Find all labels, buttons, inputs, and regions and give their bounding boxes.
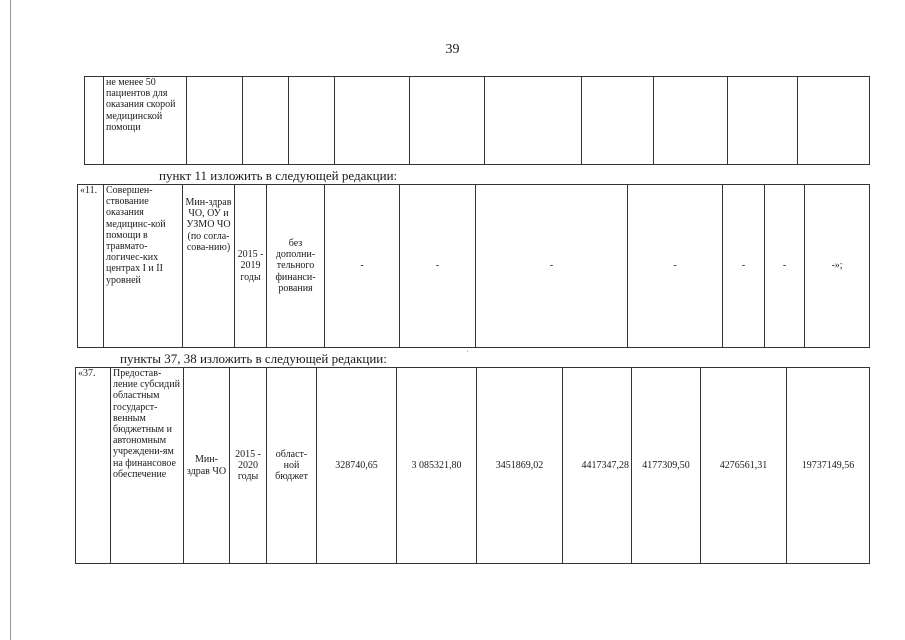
cell-value: -»; xyxy=(805,185,870,348)
cell-value: - xyxy=(628,185,723,348)
table-item-11 xyxy=(77,184,870,348)
cell-period: 2015 - 2020 годы xyxy=(230,368,267,564)
cell-num: «37. xyxy=(76,368,111,564)
cell-value: - xyxy=(325,185,400,348)
cell-value xyxy=(654,77,728,165)
cell-period xyxy=(243,77,289,165)
table-item-37 xyxy=(75,367,870,564)
scan-mark: ' xyxy=(467,349,469,358)
cell-executor: Мин-здрав ЧО xyxy=(184,368,230,564)
table-row xyxy=(85,77,870,165)
cell-num xyxy=(85,77,104,165)
cell-value: - xyxy=(476,185,628,348)
cell-value xyxy=(582,77,654,165)
cell-value: - xyxy=(723,185,765,348)
cell-activity-name: Совершен-ствование оказания медицинс-кой помощи в травмато-логичес-ких центрах I и II уровней xyxy=(104,185,183,348)
cell-value: 328740,65 xyxy=(317,368,397,564)
cell-value: 19737149,56 xyxy=(787,368,870,564)
cell-activity-name: не менее 50 пациентов для оказания скорой медицинской помощи xyxy=(104,77,187,165)
cell-value xyxy=(335,77,410,165)
cell-value: - xyxy=(765,185,805,348)
cell-value: 4417347,28 xyxy=(563,368,632,564)
cell-num: «11. xyxy=(78,185,104,348)
cell-executor: Мин-здрав ЧО, ОУ и УЗМО ЧО (по согла-сова-нию) xyxy=(183,185,235,348)
cell-activity-name: Предостав-ление субсидий областным государст-венным бюджетным и автономным учреждени-ям на финансовое обеспечение xyxy=(111,368,184,564)
cell-executor xyxy=(187,77,243,165)
cell-value: - xyxy=(400,185,476,348)
page-margin-rule xyxy=(10,0,11,640)
table-row xyxy=(78,185,870,348)
cell-value xyxy=(728,77,798,165)
cell-value: 3 085321,80 xyxy=(397,368,477,564)
cell-value: 4177309,50 xyxy=(632,368,701,564)
cell-value: 3451869,02 xyxy=(477,368,563,564)
page-number: 39 xyxy=(445,42,460,57)
cell-value xyxy=(410,77,485,165)
cell-source: област-ной бюджет xyxy=(267,368,317,564)
cell-value: 4276561,31 xyxy=(701,368,787,564)
cell-value xyxy=(798,77,870,165)
table-continuation xyxy=(84,76,870,165)
cell-value xyxy=(485,77,582,165)
table-row xyxy=(76,368,870,564)
cell-source: без дополни-тельного финанси-рования xyxy=(267,185,325,348)
amendment-instruction-11: пункт 11 изложить в следующей редакции: xyxy=(159,168,398,183)
cell-source xyxy=(289,77,335,165)
cell-period: 2015 - 2019 годы xyxy=(235,185,267,348)
amendment-instruction-37-38: пункты 37, 38 изложить в следующей редакции: xyxy=(120,351,387,366)
